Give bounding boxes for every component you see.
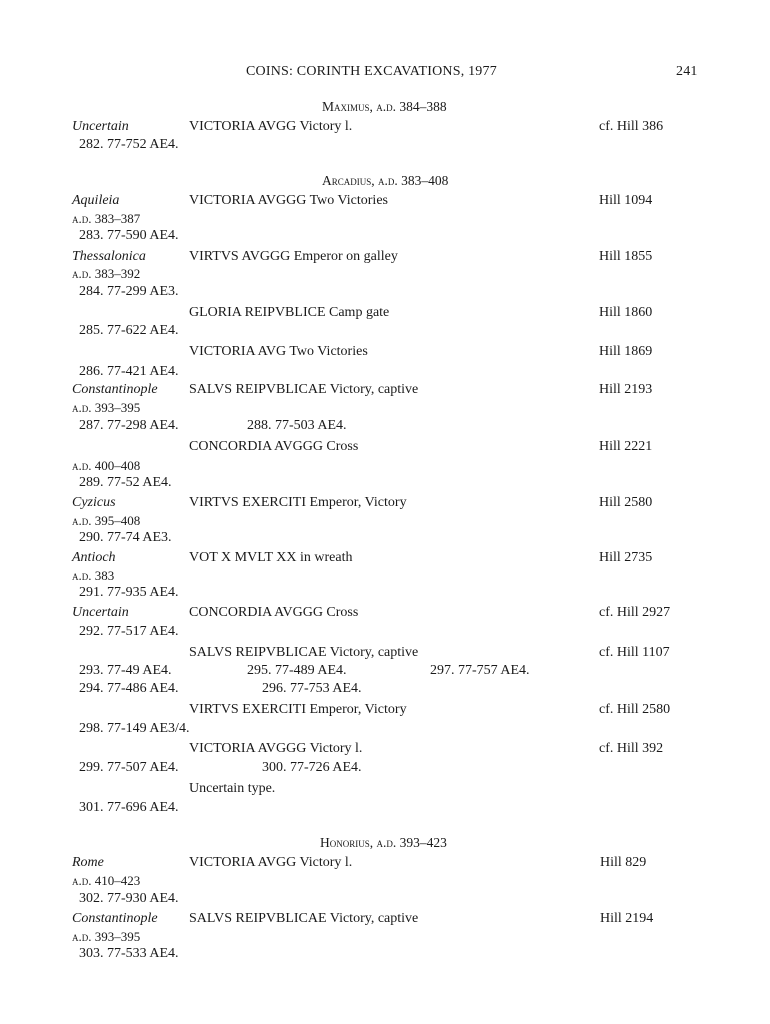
- section-heading-honorius: [320, 835, 447, 851]
- section-heading-text: Honorius, a.d. 393–423: [320, 835, 447, 850]
- catalog-reference: cf. Hill 1107: [599, 645, 670, 660]
- catalog-reference: Hill 2193: [599, 382, 653, 397]
- coin-entry: 282. 77-752 AE4.: [79, 137, 179, 152]
- coin-legend: VICTORIA AVGGG Two Victories: [189, 193, 388, 208]
- coin-legend: GLORIA REIPVBLICE Camp gate: [189, 305, 390, 320]
- coin-legend: Uncertain type.: [189, 781, 276, 796]
- coin-entry: 291. 77-935 AE4.: [79, 585, 179, 600]
- catalog-reference: Hill 829: [600, 855, 647, 870]
- coin-entry: 287. 77-298 AE4.: [79, 418, 179, 433]
- mint-name: Cyzicus: [72, 495, 116, 510]
- coin-entry: 296. 77-753 AE4.: [262, 681, 362, 696]
- mint-name: Thessalonica: [72, 249, 146, 264]
- coin-entry: 294. 77-486 AE4.: [79, 681, 179, 696]
- catalog-reference: cf. Hill 386: [599, 119, 664, 134]
- mint-name: Aquileia: [72, 193, 120, 208]
- section-heading-arcadius: [322, 173, 448, 189]
- coin-legend: VIRTVS AVGGG Emperor on galley: [189, 249, 398, 264]
- catalog-reference: Hill 2735: [599, 550, 653, 565]
- date-range: a.d. 393–395: [72, 929, 141, 944]
- coin-legend: VOT X MVLT XX in wreath: [189, 550, 353, 565]
- catalog-reference: cf. Hill 2580: [599, 702, 671, 717]
- coin-entry: 301. 77-696 AE4.: [79, 800, 179, 815]
- coin-entry: 298. 77-149 AE3/4.: [79, 721, 190, 736]
- coin-legend: CONCORDIA AVGGG Cross: [189, 439, 359, 454]
- section-heading-text: Maximus, a.d. 384–388: [322, 99, 447, 114]
- coin-legend: VICTORIA AVGG Victory l.: [189, 119, 353, 134]
- coin-legend: VICTORIA AVG Two Victories: [189, 344, 368, 359]
- coin-legend: SALVS REIPVBLICAE Victory, captive: [189, 911, 419, 926]
- coin-legend: CONCORDIA AVGGG Cross: [189, 605, 359, 620]
- coin-legend: VICTORIA AVGG Victory l.: [189, 855, 353, 870]
- catalog-reference: cf. Hill 392: [599, 741, 664, 756]
- date-range: a.d. 395–408: [72, 513, 141, 528]
- coin-entry: 283. 77-590 AE4.: [79, 228, 179, 243]
- coin-entry: 290. 77-74 AE3.: [79, 530, 172, 545]
- catalog-reference: Hill 1855: [599, 249, 653, 264]
- date-range: a.d. 393–395: [72, 400, 141, 415]
- page-number: 241: [676, 64, 698, 79]
- mint-name: Constantinople: [72, 382, 158, 397]
- coin-entry: 299. 77-507 AE4.: [79, 760, 179, 775]
- mint-name: Constantinople: [72, 911, 158, 926]
- section-heading-maximus: [322, 99, 447, 115]
- coin-entry: 300. 77-726 AE4.: [262, 760, 362, 775]
- date-range: a.d. 383–387: [72, 211, 141, 226]
- catalog-reference: Hill 1860: [599, 305, 653, 320]
- running-head-title: COINS: CORINTH EXCAVATIONS, 1977: [246, 64, 497, 79]
- coin-legend: VIRTVS EXERCITI Emperor, Victory: [189, 702, 407, 717]
- coin-entry: 303. 77-533 AE4.: [79, 946, 179, 961]
- catalog-reference: Hill 1094: [599, 193, 653, 208]
- coin-legend: VIRTVS EXERCITI Emperor, Victory: [189, 495, 407, 510]
- catalog-reference: cf. Hill 2927: [599, 605, 671, 620]
- catalog-reference: Hill 2221: [599, 439, 653, 454]
- coin-entry: 295. 77-489 AE4.: [247, 663, 347, 678]
- section-heading-text: Arcadius, a.d. 383–408: [322, 173, 449, 188]
- coin-legend: VICTORIA AVGGG Victory l.: [189, 741, 363, 756]
- coin-entry: 289. 77-52 AE4.: [79, 475, 172, 490]
- date-range: a.d. 383–392: [72, 266, 141, 281]
- coin-entry: 292. 77-517 AE4.: [79, 624, 179, 639]
- date-range: a.d. 400–408: [72, 458, 141, 473]
- coin-entry: 286. 77-421 AE4.: [79, 364, 179, 379]
- date-range: a.d. 383: [72, 568, 115, 583]
- coin-legend: SALVS REIPVBLICAE Victory, captive: [189, 645, 419, 660]
- coin-entry: 284. 77-299 AE3.: [79, 284, 179, 299]
- coin-entry: 293. 77-49 AE4.: [79, 663, 172, 678]
- mint-name: Uncertain: [72, 119, 129, 134]
- coin-entry: 288. 77-503 AE4.: [247, 418, 347, 433]
- coin-legend: SALVS REIPVBLICAE Victory, captive: [189, 382, 419, 397]
- mint-name: Rome: [72, 855, 104, 870]
- catalog-reference: Hill 2194: [600, 911, 654, 926]
- coin-entry: 302. 77-930 AE4.: [79, 891, 179, 906]
- coin-entry: 297. 77-757 AE4.: [430, 663, 530, 678]
- catalog-reference: Hill 1869: [599, 344, 653, 359]
- mint-name: Uncertain: [72, 605, 129, 620]
- date-range: a.d. 410–423: [72, 873, 141, 888]
- catalog-reference: Hill 2580: [599, 495, 653, 510]
- mint-name: Antioch: [72, 550, 116, 565]
- coin-entry: 285. 77-622 AE4.: [79, 323, 179, 338]
